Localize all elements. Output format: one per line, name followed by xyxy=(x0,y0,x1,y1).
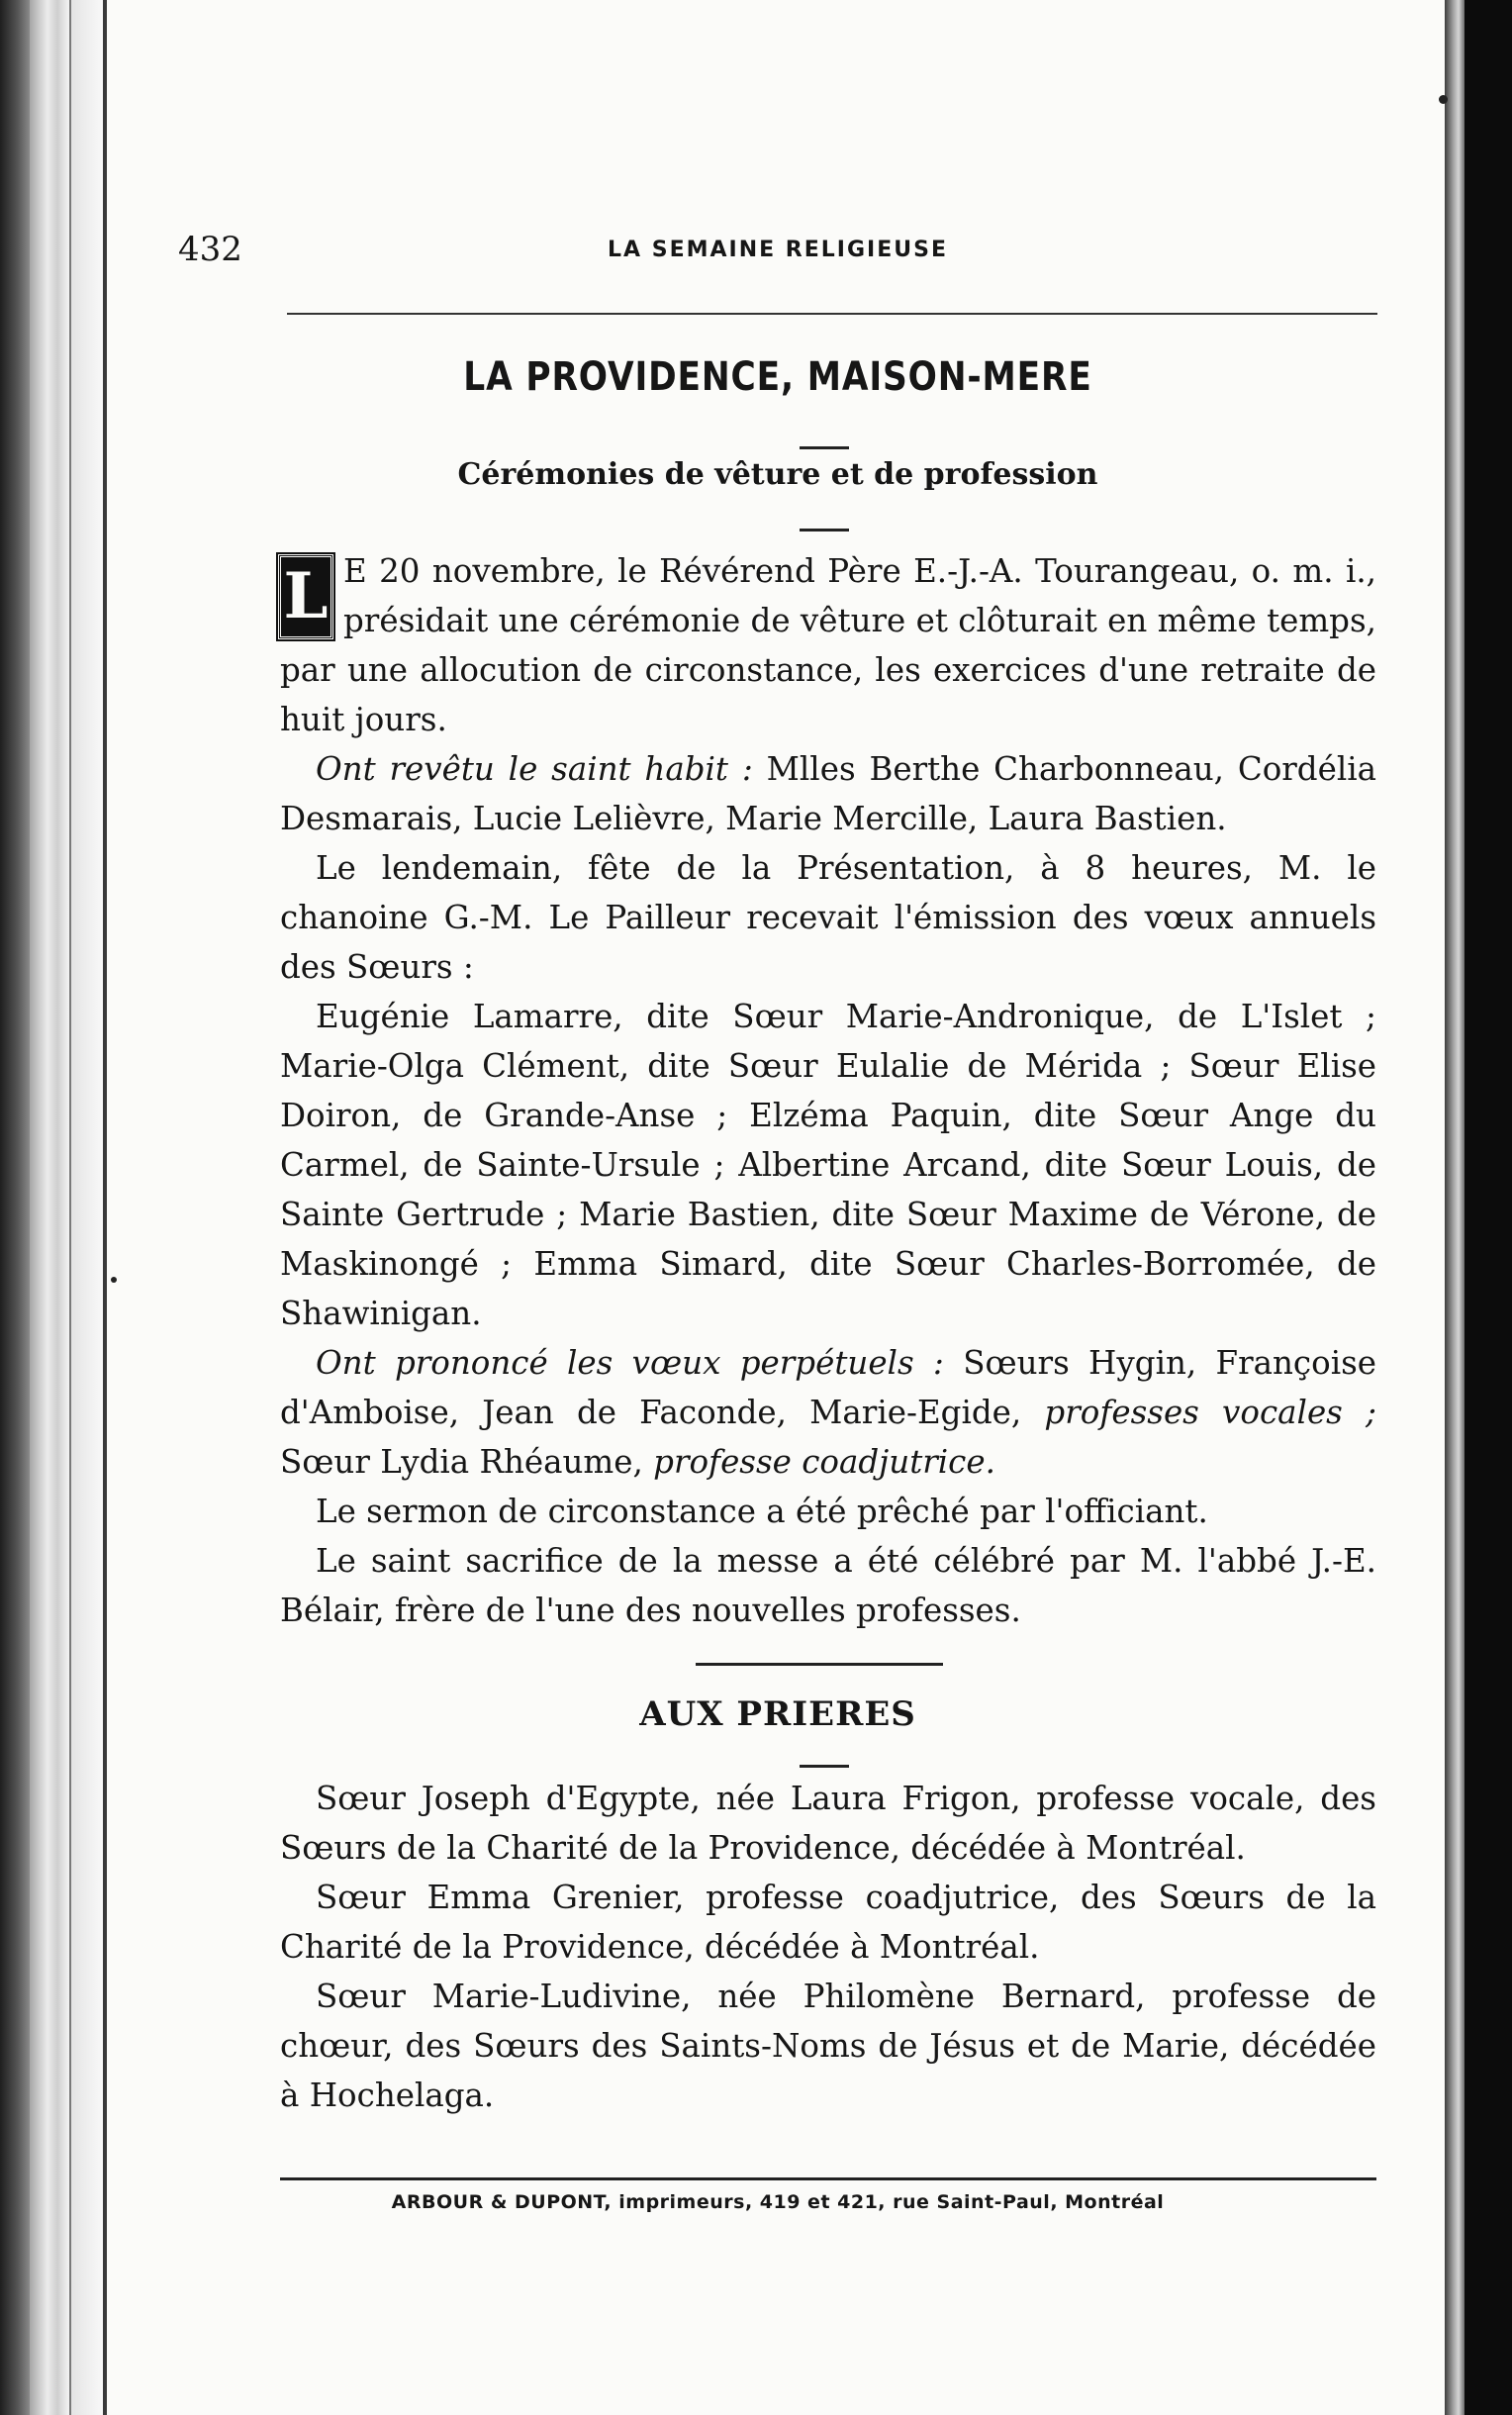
paragraph xyxy=(280,546,1376,744)
paragraph: Le lendemain, fête de la Présentation, à 8 heures, M. le chanoine G.-M. Le Pailleur recevait l'émission des vœux annuels des Sœurs : xyxy=(280,849,1376,986)
paragraph: Le sermon de circonstance a été prêché par l'officiant. xyxy=(316,1493,1208,1530)
scan-background xyxy=(1465,0,1512,2415)
paragraph: Le saint sacrifice de la messe a été célébré par M. l'abbé J.-E. Bélair, frère de l'une des nouvelles professes. xyxy=(280,1542,1376,1629)
page-number: 432 xyxy=(178,230,242,269)
article-title: LA PROVIDENCE, MAISON-MERE xyxy=(463,354,1092,400)
paragraph-text: E 20 novembre, le Révérend Père E.-J.-A. Tourangeau, o. m. i., présidait une cérémonie de vêture et clôturait en même temps, par une allocution de circonstance, les exercices d'une retraite de huit jours. xyxy=(280,552,1376,738)
paragraph: Sœur Emma Grenier, professe coadjutrice, des Sœurs de la Charité de la Providence, décédée à Montréal. xyxy=(280,1879,1376,1966)
section-body xyxy=(280,1774,1376,2120)
book-edge-dark xyxy=(0,0,30,2415)
section-title: AUX PRIERES xyxy=(639,1694,916,1734)
article-subtitle: Cérémonies de vêture et de profession xyxy=(457,457,1098,492)
paragraph: Sœur Marie-Ludivine, née Philomène Bernard, professe de chœur, des Sœurs des Saints-Noms de Jésus et de Marie, décédée à Hochelaga. xyxy=(280,1978,1376,2114)
running-head: LA SEMAINE RELIGIEUSE xyxy=(608,238,948,262)
paragraph-text: Sœur Lydia Rhéaume, xyxy=(280,1443,654,1481)
scan-speck xyxy=(1439,95,1448,104)
paragraph-text: Sœurs Hygin, Françoise d'Amboise, Jean de Faconde, Marie-Egide, xyxy=(280,1344,1377,1431)
book-edge-inner xyxy=(69,0,105,2415)
title-rule xyxy=(800,446,849,449)
italic-lead: Ont prononcé les vœux perpétuels : xyxy=(316,1344,944,1382)
section-divider xyxy=(696,1663,943,1666)
paragraph xyxy=(280,1338,1376,1487)
section-title-rule xyxy=(800,1765,849,1768)
footer-rule xyxy=(280,2177,1376,2180)
italic-text: professe coadjutrice. xyxy=(653,1443,995,1481)
page-header xyxy=(178,230,1377,279)
italic-text: professes vocales ; xyxy=(1044,1394,1376,1431)
paragraph: Eugénie Lamarre, dite Sœur Marie-Andronique, de L'Islet ; Marie-Olga Clément, dite Sœur Eulalie de Mérida ; Sœur Elise Doiron, de Grande-Anse ; Elzéma Paquin, dite Sœur Ange du Carmel, de Sainte-Ursule ; Albertine Arcand, dite Sœur Louis, de Sainte Gertrude ; Marie Bastien, dite Sœur Maxime de Vérone, de Maskinongé ; Emma Simard, dite Sœur Charles-Borromée, de Shawinigan. xyxy=(280,998,1376,1332)
paragraph xyxy=(280,744,1376,843)
scan-speck xyxy=(111,1277,117,1283)
italic-lead: Ont revêtu le saint habit : xyxy=(316,750,753,788)
drop-cap: L xyxy=(278,554,333,639)
paragraph-text: Mlles Berthe Charbonneau, Cordélia Desmarais, Lucie Lelièvre, Marie Mercille, Laura Bastien. xyxy=(280,750,1377,837)
subtitle-rule xyxy=(800,529,849,531)
printer-imprint: ARBOUR & DUPONT, imprimeurs, 419 et 421, rue Saint-Paul, Montréal xyxy=(391,2191,1165,2213)
book-edge-pages xyxy=(30,0,69,2415)
header-rule xyxy=(287,313,1377,315)
book-spine-shadow xyxy=(1445,0,1465,2415)
article-body xyxy=(280,546,1376,1635)
paragraph: Sœur Joseph d'Egypte, née Laura Frigon, professe vocale, des Sœurs de la Charité de la Providence, décédée à Montréal. xyxy=(280,1780,1376,1867)
